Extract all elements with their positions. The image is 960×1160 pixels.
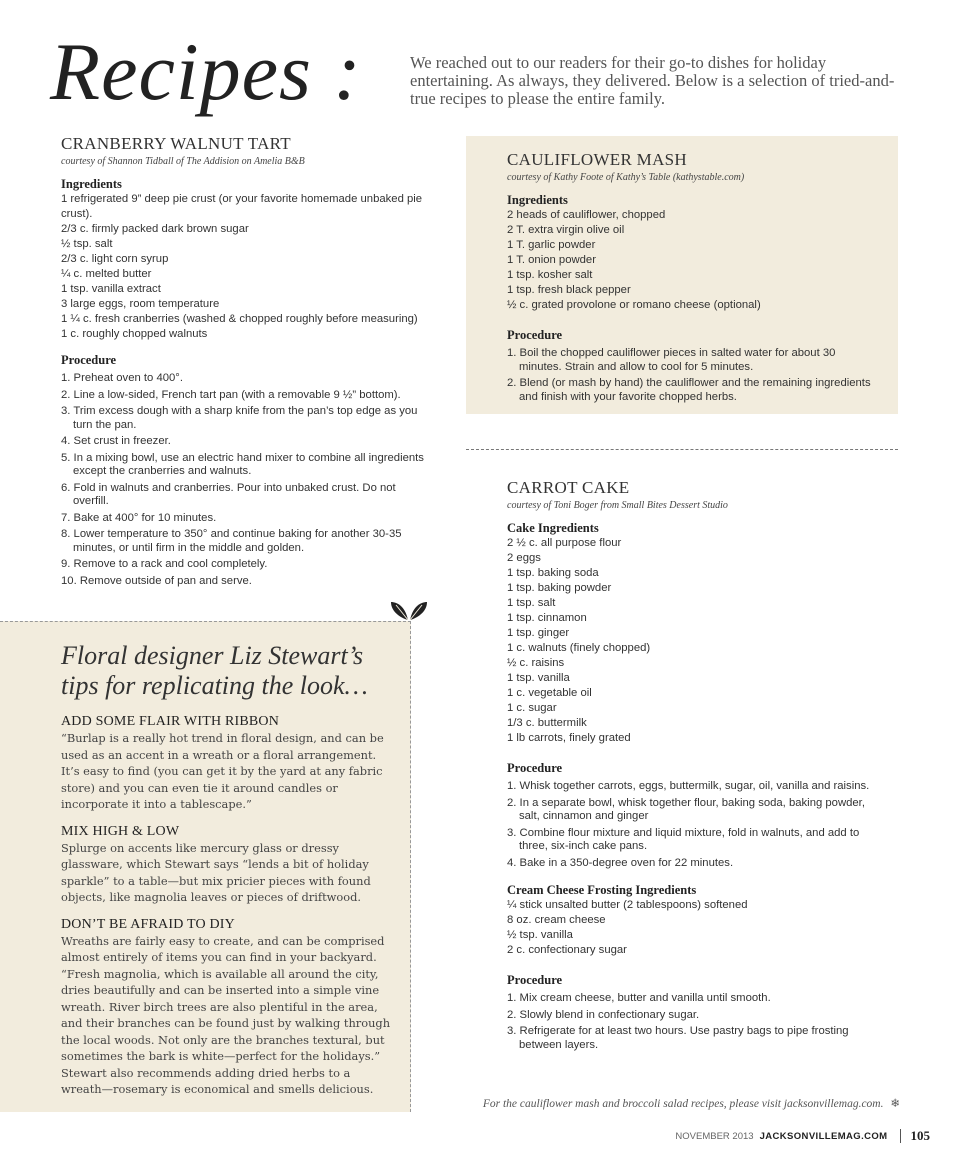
ingredient-item: ½ c. raisins bbox=[507, 657, 565, 669]
ingredient-item: 2 c. confectionary sugar bbox=[507, 944, 627, 956]
procedure-list bbox=[507, 347, 877, 404]
procedure-step: 2. Slowly blend in confectionary sugar. bbox=[507, 1008, 700, 1021]
procedure-list bbox=[507, 780, 877, 870]
recipe-cauliflower-mash bbox=[507, 150, 877, 407]
ingredient-list bbox=[507, 536, 877, 746]
tip-title: ADD SOME FLAIR WITH RIBBON bbox=[61, 714, 280, 729]
ingredient-item: 1/3 c. buttermilk bbox=[507, 717, 587, 729]
ingredient-item: ½ tsp. salt bbox=[61, 238, 113, 250]
footnote bbox=[483, 1096, 900, 1110]
recipe-title: CARROT CAKE bbox=[507, 478, 630, 497]
procedure-step: 3. Trim excess dough with a sharp knife from the pan’s top edge as you turn the pan. bbox=[61, 405, 418, 431]
ingredient-item: 1 c. sugar bbox=[507, 702, 557, 714]
site-url: JACKSONVILLEMAG.COM bbox=[759, 1130, 888, 1142]
intro-text: We reached out to our readers for their go-to dishes for holiday entertaining. As always, they delivered. Below is a selection of tried-and-true recipes to please the entire family. bbox=[410, 53, 895, 108]
recipe-title: CRANBERRY WALNUT TART bbox=[61, 134, 291, 153]
ingredient-item: 8 oz. cream cheese bbox=[507, 914, 606, 926]
procedure-step: 5. In a mixing bowl, use an electric hand mixer to combine all ingredients except the cranberries and walnuts. bbox=[61, 451, 424, 477]
ingredients-heading: Ingredients bbox=[61, 177, 122, 191]
procedure-step: 10. Remove outside of pan and serve. bbox=[61, 574, 252, 587]
procedure-heading: Procedure bbox=[507, 973, 563, 987]
procedure-heading: Procedure bbox=[507, 761, 563, 775]
procedure-step: 2. Blend (or mash by hand) the cauliflower and the remaining ingredients and finish with your favorite chopped herbs. bbox=[507, 377, 871, 403]
tip-title: DON’T BE AFRAID TO DIY bbox=[61, 916, 235, 932]
ingredient-list bbox=[61, 192, 431, 342]
tip-body: “Burlap is a really hot trend in floral design, and can be used as an accent in a wreath or a floral arrangement. It’s easy to find (you can get it by the yard at any fabric store) and you can even tie it around candles or incorporate it into a tablescape.” bbox=[61, 731, 384, 811]
procedure-heading: Procedure bbox=[61, 353, 117, 367]
page-footer bbox=[675, 1128, 930, 1144]
procedure-step: 1. Whisk together carrots, eggs, buttermilk, sugar, oil, vanilla and raisins. bbox=[507, 780, 870, 792]
tips-section bbox=[61, 641, 391, 1108]
procedure-step: 4. Bake in a 350-degree oven for 22 minutes. bbox=[507, 856, 734, 869]
procedure-step: 2. In a separate bowl, whisk together flour, baking soda, baking powder, salt, cinnamon and ginger bbox=[507, 796, 865, 822]
ingredient-item: 2/3 c. light corn syrup bbox=[61, 253, 169, 265]
ingredient-item: 2 ½ c. all purpose flour bbox=[507, 537, 622, 549]
ingredient-item: 1 tsp. cinnamon bbox=[507, 612, 587, 624]
tip-title: MIX HIGH & LOW bbox=[61, 823, 180, 839]
ingredient-item: 1 tsp. baking soda bbox=[507, 567, 599, 579]
ingredients-heading: Ingredients bbox=[507, 193, 568, 207]
tip-item bbox=[61, 713, 391, 813]
footnote-text: For the cauliflower mash and broccoli salad recipes, please visit jacksonvillemag.com. bbox=[482, 1098, 884, 1110]
tip-item bbox=[61, 916, 391, 1098]
procedure-list bbox=[61, 372, 431, 588]
tip-body: Wreaths are fairly easy to create, and can be comprised almost entirely of items you can find in your backyard. “Fresh magnolia, which is available all around the city, dries beautifully and can be inserted into a simple vine wreath. River birch trees are also plentiful in the area, and their branches can be found just by walking through the local woods. Not only are the branches textural, but sometimes the bark is white—perfect for the holidays.” Stewart also recommends adding dried herbs to a wreath—rosemary is economical and smells delicious. bbox=[61, 933, 391, 1096]
tip-item bbox=[61, 823, 391, 906]
procedure-step: 1. Preheat oven to 400°. bbox=[61, 372, 183, 384]
recipe-credit: courtesy of Toni Boger from Small Bites Dessert Studio bbox=[507, 500, 728, 511]
ingredient-item: ½ tsp. vanilla bbox=[507, 929, 573, 941]
leaf-ornament-icon bbox=[387, 596, 431, 622]
ingredient-item: 1 tsp. vanilla extract bbox=[61, 283, 161, 295]
recipe-credit: courtesy of Shannon Tidball of The Addision on Amelia B&B bbox=[61, 156, 305, 167]
snowflake-icon: ❄ bbox=[890, 1098, 900, 1110]
frosting-heading: Cream Cheese Frosting Ingredients bbox=[507, 883, 697, 897]
recipe-title: CAULIFLOWER MASH bbox=[507, 150, 687, 169]
issue-date: NOVEMBER 2013 bbox=[675, 1130, 754, 1142]
tip-body: Splurge on accents like mercury glass or dressy glassware, which Stewart says “lends a bit of holiday sparkle” to a table—but mix pricier pieces with found objects, like magnolia leaves or pieces of driftwood. bbox=[61, 840, 371, 904]
ingredients-heading: Cake Ingredients bbox=[507, 521, 599, 535]
ingredient-item: 2 eggs bbox=[507, 552, 541, 564]
procedure-step: 3. Combine flour mixture and liquid mixture, fold in walnuts, and add to three, six-inch cake pans. bbox=[507, 826, 860, 852]
ingredient-list bbox=[507, 208, 877, 313]
procedure-step: 8. Lower temperature to 350° and continue baking for another 30-35 minutes, or until firm in the middle and golden. bbox=[61, 528, 402, 554]
recipe-carrot-cake bbox=[507, 478, 877, 1055]
ingredient-item: 1 c. walnuts (finely chopped) bbox=[507, 642, 651, 654]
ingredient-item: 1 tsp. vanilla bbox=[507, 672, 570, 684]
ingredient-item: ½ c. grated provolone or romano cheese (optional) bbox=[507, 299, 761, 311]
ingredient-item: 1 tsp. baking powder bbox=[507, 582, 612, 594]
footer-divider bbox=[900, 1129, 901, 1143]
ingredient-item: 1 T. garlic powder bbox=[507, 239, 596, 251]
procedure-step: 2. Line a low-sided, French tart pan (with a removable 9 ½” bottom). bbox=[61, 388, 401, 401]
frosting-list bbox=[507, 898, 877, 958]
ingredient-item: 1 tsp. fresh black pepper bbox=[507, 284, 631, 296]
tips-heading: Floral designer Liz Stewart’s tips for replicating the look… bbox=[61, 641, 368, 700]
ingredient-item: 1 T. onion powder bbox=[507, 254, 596, 266]
ingredient-item: 1 ¼ c. fresh cranberries (washed & chopped roughly before measuring) bbox=[61, 313, 418, 325]
page-title: Recipes : bbox=[50, 26, 362, 117]
ingredient-item: 2 heads of cauliflower, chopped bbox=[507, 209, 666, 221]
page-number: 105 bbox=[910, 1128, 930, 1143]
ingredient-item: ¼ c. melted butter bbox=[61, 268, 152, 280]
procedure-step: 4. Set crust in freezer. bbox=[61, 435, 171, 447]
recipe-cranberry-walnut-tart bbox=[61, 134, 431, 591]
ingredient-item: 1 lb carrots, finely grated bbox=[507, 732, 631, 744]
procedure-step: 3. Refrigerate for at least two hours. Use pastry bags to pipe frosting between layers. bbox=[507, 1025, 849, 1051]
procedure-step: 6. Fold in walnuts and cranberries. Pour into unbaked crust. Do not overfill. bbox=[61, 481, 396, 507]
ingredient-item: 1 c. roughly chopped walnuts bbox=[61, 328, 208, 340]
dotted-divider bbox=[466, 449, 898, 450]
ingredient-item: 1 c. vegetable oil bbox=[507, 687, 592, 699]
ingredient-item: 1 tsp. salt bbox=[507, 597, 556, 609]
procedure-step: 1. Boil the chopped cauliflower pieces in salted water for about 30 minutes. Strain and allow to cool for 5 minutes. bbox=[507, 347, 836, 373]
ingredient-item: 2/3 c. firmly packed dark brown sugar bbox=[61, 223, 249, 235]
ingredient-item: 2 T. extra virgin olive oil bbox=[507, 224, 625, 236]
procedure-step: 9. Remove to a rack and cool completely. bbox=[61, 558, 268, 570]
ingredient-item: 1 tsp. ginger bbox=[507, 627, 570, 639]
recipe-credit: courtesy of Kathy Foote of Kathy’s Table (kathystable.com) bbox=[507, 172, 745, 183]
procedure-list bbox=[507, 992, 877, 1052]
ingredient-item: 1 tsp. kosher salt bbox=[507, 269, 593, 281]
ingredient-item: ¼ stick unsalted butter (2 tablespoons) softened bbox=[507, 899, 748, 911]
ingredient-item: 3 large eggs, room temperature bbox=[61, 298, 220, 310]
procedure-step: 7. Bake at 400° for 10 minutes. bbox=[61, 511, 217, 524]
procedure-heading: Procedure bbox=[507, 328, 563, 342]
ingredient-item: 1 refrigerated 9” deep pie crust (or your favorite homemade unbaked pie crust). bbox=[61, 193, 423, 220]
procedure-step: 1. Mix cream cheese, butter and vanilla until smooth. bbox=[507, 992, 771, 1004]
